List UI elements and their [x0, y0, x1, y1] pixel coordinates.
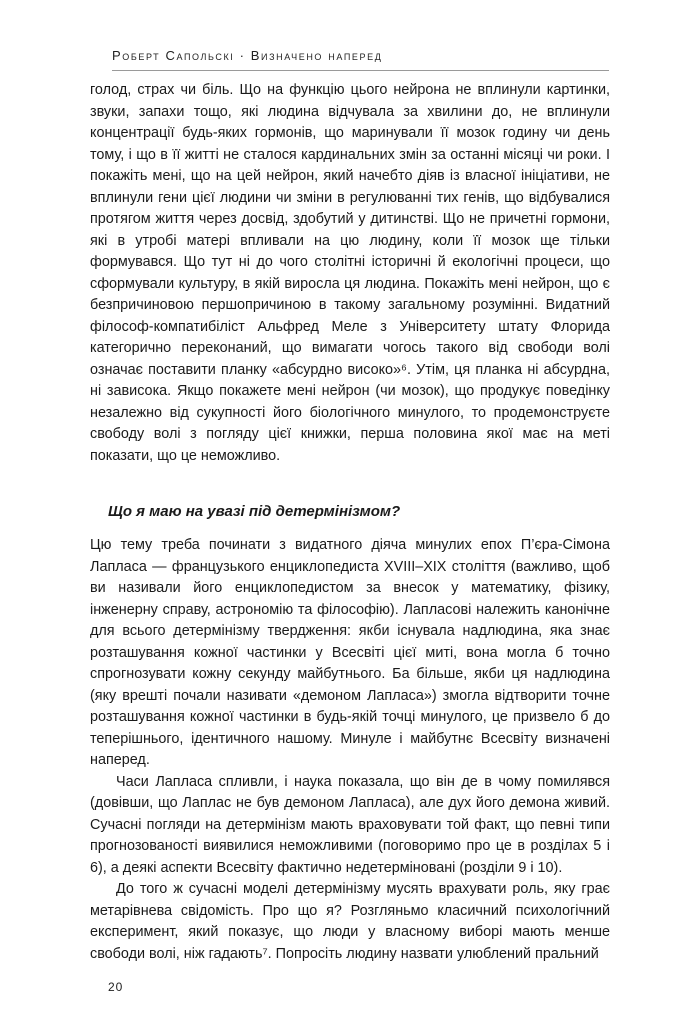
paragraph-1: голод, страх чи біль. Що на функцію цього нейрона не вплинули картинки, звуки, запахи тощо, які людина відчувала за хвилини до, не вплинули концентрації будь-яких гормонів, що маринували її мозок годину чи день тому, і що в її житті не сталося кардинальних змін за останні місяці чи роки. І покажіть мені, що на цей нейрон, який начебто діяв із власної ініціативи, не вплинули гени цієї людини чи зміни в регулюванні тих генів, що відбувалися протягом життя через досвід, здобутий у дитинстві. Що не причетні гормони, які в утробі матері впливали на цю людину, коли її мозок ще тільки формувався. Що тут ні до чого столітні історичні й екологічні процеси, що сформували культуру, в якій виросла ця людина. Покажіть мені нейрон, що є безпричиновою першопричиною в такому загальному розумінні. Видатний філософ-компатибіліст Альфред Меле з Університету штату Флорида категорично переконаний, що вимагати чогось такого від свободи волі означає поставити планку «абсурдно високо»⁶. Утім, ця планка ні абсурдна, ні зависока. Якщо покажете мені нейрон (чи мозок), що продукує поведінку незалежно від сукупності його біологічного минулого, то продемонструєте свободу волі з погляду цієї книжки, перша половина якої має на меті показати, що це неможливо. — [90, 82, 610, 464]
running-head: Роберт Сапольскі · Визначено наперед — [112, 48, 383, 63]
body-text — [90, 80, 610, 965]
paragraph-3: Часи Лапласа спливли, і наука показала, що він де в чому помилявся (довівши, що Лаплас не був демоном Лапласа), але дух його демона живий. Сучасні погляди на детермінізм мають враховувати той факт, що певні типи прогнозованості виявилися неможливими (поговоримо про це в розділах 5 і 6), а деякі аспекти Всесвіту фактично недетерміновані (розділи 9 і 10). — [90, 773, 610, 876]
page-number: 20 — [108, 980, 124, 994]
paragraph-4: До того ж сучасні моделі детермінізму мусять врахувати роль, яку грає метарівнева свідомість. Про що я? Розгляньмо класичний психологічний експеримент, який показує, що люди у власному виборі мають менше свободи волі, ніж гадають⁷. Попросіть людину назвати улюблений пральний — [90, 881, 610, 962]
header-rule — [112, 70, 609, 71]
paragraph-2: Цю тему треба починати з видатного діяча минулих епох П’єра-Сімона Лапласа — французького енциклопедиста XVIII–XIX століття (важливо, щоб ви називали його енциклопедистом за внесок у математику, фізику, інженерну справу, астрономію та філософію). Лапласові належить канонічне для всього детермінізму твердження: якби існувала надлюдина, яка знає розташування кожної частинки у Всесвіті цієї миті, вона могла б точно спрогнозувати кожну секунду майбутнього. Ба більше, якби ця надлюдина (яку врешті почали називати «демоном Лапласа») змогла відтворити точне розташування кожної частинки в будь-якій точці минулого, це призвело б до теперішнього, ідентичного нашому. Минуле і майбутнє Всесвіту визначені наперед. — [90, 537, 610, 768]
section-heading: Що я маю на увазі під детермінізмом? — [108, 503, 401, 520]
